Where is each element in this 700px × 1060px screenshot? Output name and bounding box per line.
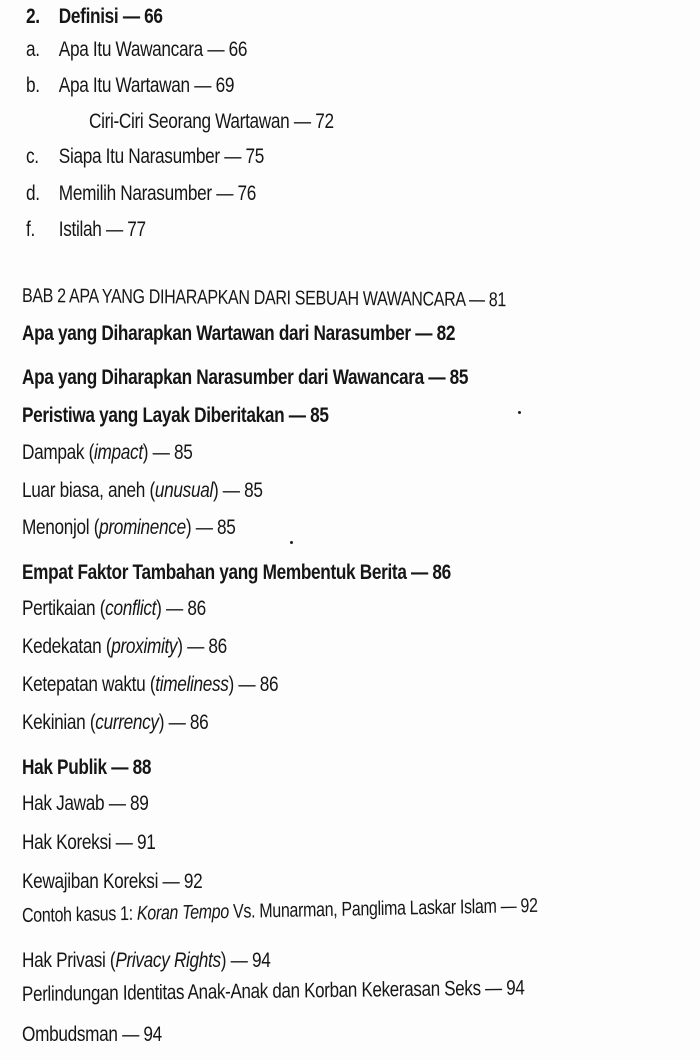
- entry-italic: conflict: [105, 597, 157, 620]
- entry-text: Ciri-Ciri Seorang Wartawan — 72: [89, 110, 334, 133]
- entry-italic: impact: [94, 441, 143, 464]
- toc-entry: [26, 75, 234, 96]
- entry-italic: prominence: [99, 516, 186, 539]
- toc-entry: [22, 442, 192, 463]
- toc-entry: [22, 636, 227, 657]
- entry-text: Kewajiban Koreksi — 92: [22, 870, 203, 893]
- entry-text: Memilih Narasumber — 76: [58, 182, 257, 205]
- entry-italic: Koran Tempo: [136, 900, 230, 925]
- entry-italic: unusual: [154, 479, 213, 502]
- entry-text: Contoh kasus 1:: [21, 902, 138, 927]
- entry-letter: d.: [26, 182, 40, 205]
- entry-text: Apa Itu Wartawan — 69: [58, 74, 235, 97]
- entry-text-end: ) — 86: [158, 711, 209, 734]
- entry-text: Ombudsman — 94: [22, 1023, 162, 1046]
- entry-text: Luar biasa, aneh (: [22, 479, 155, 502]
- entry-text-end: ) — 94: [220, 949, 271, 972]
- entry-text: Perlindungan Identitas Anak-Anak dan Korban Kekerasan Seks — 94: [21, 976, 525, 1006]
- entry-text: Kedekatan (: [22, 635, 112, 658]
- entry-text-end: ) — 86: [177, 635, 227, 658]
- toc-entry: [22, 978, 525, 1005]
- entry-italic: Privacy Rights: [115, 949, 221, 972]
- toc-entry: [22, 323, 455, 344]
- entry-text: Hak Privasi (: [22, 949, 116, 972]
- print-speck: [290, 541, 293, 544]
- toc-entry: [22, 674, 278, 695]
- entry-italic: timeliness: [155, 673, 229, 696]
- section-title: Definisi — 66: [58, 5, 163, 28]
- print-speck: [518, 411, 521, 414]
- toc-entry: [22, 896, 538, 926]
- section-number: 2.: [26, 5, 40, 28]
- chapter-heading: [22, 286, 506, 310]
- toc-entry: [22, 598, 206, 619]
- entry-letter: b.: [26, 74, 40, 97]
- entry-text: Apa yang Diharapkan Narasumber dari Wawancara — 85: [22, 366, 469, 389]
- entry-italic: proximity: [111, 635, 178, 658]
- entry-text-end: ) — 85: [185, 516, 236, 539]
- toc-entry: [26, 219, 146, 240]
- entry-text: Siapa Itu Narasumber — 75: [58, 145, 265, 168]
- entry-italic: currency: [95, 711, 159, 734]
- toc-entry: [22, 712, 208, 733]
- entry-text: Kekinian (: [22, 711, 96, 734]
- entry-letter: f.: [26, 218, 35, 241]
- chapter-title: BAB 2 APA YANG DIHARAPKAN DARI SEBUAH WAWANCARA: [21, 285, 465, 311]
- toc-entry: [22, 405, 329, 426]
- entry-text: Hak Koreksi — 91: [22, 831, 156, 854]
- entry-text: Peristiwa yang Layak Diberitakan — 85: [22, 404, 329, 427]
- toc-subentry: [89, 111, 334, 132]
- toc-entry: [22, 793, 149, 814]
- toc-entry: [22, 480, 263, 501]
- chapter-page: — 81: [468, 288, 507, 312]
- toc-entry: [26, 183, 256, 204]
- entry-text: Ketepatan waktu (: [22, 673, 156, 696]
- toc-entry: [22, 517, 236, 538]
- entry-text-end: ) — 86: [156, 597, 206, 620]
- entry-text: Pertikaian (: [22, 597, 106, 620]
- entry-text-end: ) — 86: [228, 673, 279, 696]
- entry-text: Menonjol (: [22, 516, 100, 539]
- entry-text-end: ) — 85: [142, 441, 193, 464]
- entry-letter: a.: [26, 38, 40, 61]
- toc-entry: [22, 950, 271, 971]
- entry-text: Dampak (: [22, 441, 95, 464]
- section-heading: [26, 6, 163, 27]
- toc-entry: [22, 757, 151, 778]
- entry-text-end: ) — 85: [212, 479, 263, 502]
- toc-entry: [26, 39, 247, 60]
- entry-text: Hak Jawab — 89: [22, 792, 149, 815]
- entry-text: Hak Publik — 88: [22, 756, 152, 779]
- toc-entry: [26, 146, 264, 167]
- entry-text: Istilah — 77: [58, 218, 146, 241]
- entry-text: Apa yang Diharapkan Wartawan dari Narasumber — 82: [22, 322, 456, 345]
- toc-entry: [22, 367, 468, 388]
- entry-text-end: Vs. Munarman, Panglima Laskar Islam — 92: [228, 894, 538, 923]
- toc-entry: [22, 832, 156, 853]
- entry-text: Empat Faktor Tambahan yang Membentuk Berita — 86: [22, 561, 451, 584]
- entry-text: Apa Itu Wawancara — 66: [58, 38, 248, 61]
- toc-entry: [22, 1024, 162, 1045]
- toc-entry: [22, 562, 451, 583]
- entry-letter: c.: [26, 145, 39, 168]
- toc-entry: [22, 871, 202, 892]
